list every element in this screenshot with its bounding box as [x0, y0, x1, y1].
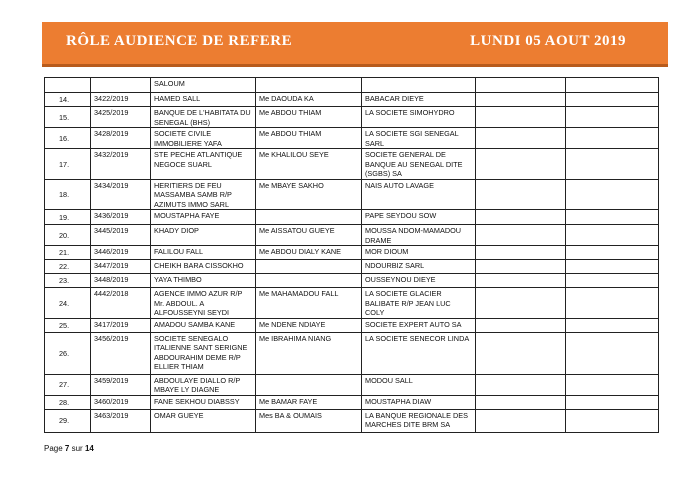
- lawyer: [256, 260, 362, 274]
- plaintiff: SOCIETE SENEGALO ITALIENNE SANT SERIGNE ABDOURAHIM DEME R/P ELLIER THIAM: [151, 332, 256, 374]
- row-number: 16.: [45, 128, 91, 149]
- observation-cell: [566, 318, 659, 332]
- table-row: [45, 332, 659, 374]
- table-row: [45, 395, 659, 409]
- lawyer: Me MBAYE SAKHO: [256, 179, 362, 210]
- plaintiff: YAYA THIMBO: [151, 274, 256, 288]
- page-footer: [44, 444, 94, 453]
- table-row: [45, 179, 659, 210]
- case-reference: 4442/2018: [91, 288, 151, 319]
- defendant: OUSSEYNOU DIEYE: [362, 274, 476, 288]
- header-banner: [42, 22, 668, 64]
- decision-cell: [476, 93, 566, 107]
- row-number: 20.: [45, 225, 91, 246]
- case-reference: 3460/2019: [91, 395, 151, 409]
- case-reference: 3432/2019: [91, 149, 151, 180]
- lawyer: Me ABDOU DIALY KANE: [256, 246, 362, 260]
- table-row: [45, 246, 659, 260]
- lawyer: Me ABDOU THIAM: [256, 128, 362, 149]
- decision-cell: [476, 78, 566, 93]
- document-title: RÔLE AUDIENCE DE REFERE: [66, 33, 293, 49]
- observation-cell: [566, 128, 659, 149]
- observation-cell: [566, 374, 659, 395]
- table-row: [45, 78, 659, 93]
- table-row: [45, 260, 659, 274]
- observation-cell: [566, 107, 659, 128]
- case-reference: 3436/2019: [91, 210, 151, 225]
- decision-cell: [476, 128, 566, 149]
- table-row: [45, 93, 659, 107]
- defendant: LA BANQUE REGIONALE DES MARCHES DITE BRM SA: [362, 409, 476, 432]
- row-number: 15.: [45, 107, 91, 128]
- case-reference: 3445/2019: [91, 225, 151, 246]
- plaintiff: STE PECHE ATLANTIQUE NEGOCE SUARL: [151, 149, 256, 180]
- decision-cell: [476, 395, 566, 409]
- observation-cell: [566, 149, 659, 180]
- plaintiff: HAMED SALL: [151, 93, 256, 107]
- plaintiff: SOCIETE CIVILE IMMOBILIERE YAFA: [151, 128, 256, 149]
- page-current: 7: [64, 444, 70, 453]
- case-reference: 3428/2019: [91, 128, 151, 149]
- defendant: MOR DIOUM: [362, 246, 476, 260]
- decision-cell: [476, 260, 566, 274]
- case-reference: 3448/2019: [91, 274, 151, 288]
- table-row: [45, 210, 659, 225]
- row-number: 18.: [45, 179, 91, 210]
- page-prefix: Page: [44, 444, 63, 453]
- lawyer: Me BAMAR FAYE: [256, 395, 362, 409]
- observation-cell: [566, 332, 659, 374]
- case-reference: 3417/2019: [91, 318, 151, 332]
- decision-cell: [476, 288, 566, 319]
- defendant: LA SOCIETE SGI SENEGAL SARL: [362, 128, 476, 149]
- defendant: SOCIETE EXPERT AUTO SA: [362, 318, 476, 332]
- table-row: [45, 374, 659, 395]
- plaintiff: ABDOULAYE DIALLO R/P MBAYE LY DIAGNE: [151, 374, 256, 395]
- lawyer: [256, 274, 362, 288]
- observation-cell: [566, 274, 659, 288]
- defendant: [362, 78, 476, 93]
- plaintiff: FALILOU FALL: [151, 246, 256, 260]
- defendant: NDOURBIZ SARL: [362, 260, 476, 274]
- case-reference: 3459/2019: [91, 374, 151, 395]
- decision-cell: [476, 246, 566, 260]
- row-number: 28.: [45, 395, 91, 409]
- observation-cell: [566, 225, 659, 246]
- hearing-schedule-table: [44, 77, 659, 433]
- row-number: 24.: [45, 288, 91, 319]
- table-row: [45, 318, 659, 332]
- decision-cell: [476, 409, 566, 432]
- plaintiff: FANE SEKHOU DIABSSY: [151, 395, 256, 409]
- table-row: [45, 288, 659, 319]
- plaintiff: CHEIKH BARA CISSOKHO: [151, 260, 256, 274]
- plaintiff: MOUSTAPHA FAYE: [151, 210, 256, 225]
- plaintiff: AGENCE IMMO AZUR R/P Mr. ABDOUL. A ALFOUSSEYNI SEYDI: [151, 288, 256, 319]
- case-reference: 3434/2019: [91, 179, 151, 210]
- plaintiff: BANQUE DE L'HABITATA DU SENEGAL (BHS): [151, 107, 256, 128]
- plaintiff: KHADY DIOP: [151, 225, 256, 246]
- case-reference: [91, 78, 151, 93]
- observation-cell: [566, 409, 659, 432]
- observation-cell: [566, 246, 659, 260]
- case-reference: 3422/2019: [91, 93, 151, 107]
- observation-cell: [566, 260, 659, 274]
- decision-cell: [476, 274, 566, 288]
- table-row: [45, 128, 659, 149]
- case-reference: 3425/2019: [91, 107, 151, 128]
- lawyer: [256, 78, 362, 93]
- table-row: [45, 274, 659, 288]
- decision-cell: [476, 374, 566, 395]
- decision-cell: [476, 210, 566, 225]
- defendant: BABACAR DIEYE: [362, 93, 476, 107]
- hearing-date: LUNDI 05 AOUT 2019: [470, 33, 626, 49]
- defendant: LA SOCIETE GLACIER BALIBATE R/P JEAN LUC COLY: [362, 288, 476, 319]
- lawyer: Me ABDOU THIAM: [256, 107, 362, 128]
- row-number: 23.: [45, 274, 91, 288]
- row-number: 21.: [45, 246, 91, 260]
- table-row: [45, 225, 659, 246]
- row-number: [45, 78, 91, 93]
- plaintiff: OMAR GUEYE: [151, 409, 256, 432]
- row-number: 25.: [45, 318, 91, 332]
- observation-cell: [566, 288, 659, 319]
- decision-cell: [476, 318, 566, 332]
- lawyer: Mes BA & OUMAIS: [256, 409, 362, 432]
- row-number: 26.: [45, 332, 91, 374]
- decision-cell: [476, 179, 566, 210]
- defendant: LA SOCIETE SENECOR LINDA: [362, 332, 476, 374]
- plaintiff: SALOUM: [151, 78, 256, 93]
- lawyer: [256, 210, 362, 225]
- case-reference: 3463/2019: [91, 409, 151, 432]
- decision-cell: [476, 149, 566, 180]
- case-reference: 3456/2019: [91, 332, 151, 374]
- lawyer: Me DAOUDA KA: [256, 93, 362, 107]
- observation-cell: [566, 395, 659, 409]
- lawyer: [256, 374, 362, 395]
- table-row: [45, 409, 659, 432]
- row-number: 22.: [45, 260, 91, 274]
- plaintiff: HERITIERS DE FEU MASSAMBA SAMB R/P AZIMUTS IMMO SARL: [151, 179, 256, 210]
- decision-cell: [476, 332, 566, 374]
- row-number: 17.: [45, 149, 91, 180]
- observation-cell: [566, 78, 659, 93]
- row-number: 27.: [45, 374, 91, 395]
- page-total: 14: [84, 444, 94, 453]
- defendant: LA SOCIETE SIMOHYDRO: [362, 107, 476, 128]
- page-separator: sur: [71, 444, 83, 453]
- observation-cell: [566, 93, 659, 107]
- decision-cell: [476, 225, 566, 246]
- defendant: MOUSSA NDOM-MAMADOU DRAME: [362, 225, 476, 246]
- defendant: NAIS AUTO LAVAGE: [362, 179, 476, 210]
- lawyer: Me KHALILOU SEYE: [256, 149, 362, 180]
- defendant: SOCIETE GENERAL DE BANQUE AU SENEGAL DITE (SGBS) SA: [362, 149, 476, 180]
- defendant: MOUSTAPHA DIAW: [362, 395, 476, 409]
- case-reference: 3447/2019: [91, 260, 151, 274]
- case-reference: 3446/2019: [91, 246, 151, 260]
- row-number: 29.: [45, 409, 91, 432]
- decision-cell: [476, 107, 566, 128]
- lawyer: Me AISSATOU GUEYE: [256, 225, 362, 246]
- row-number: 19.: [45, 210, 91, 225]
- defendant: MODOU SALL: [362, 374, 476, 395]
- row-number: 14.: [45, 93, 91, 107]
- lawyer: Me NDENE NDIAYE: [256, 318, 362, 332]
- lawyer: Me MAHAMADOU FALL: [256, 288, 362, 319]
- observation-cell: [566, 179, 659, 210]
- lawyer: Me IBRAHIMA NIANG: [256, 332, 362, 374]
- table-row: [45, 149, 659, 180]
- plaintiff: AMADOU SAMBA KANE: [151, 318, 256, 332]
- table-row: [45, 107, 659, 128]
- observation-cell: [566, 210, 659, 225]
- defendant: PAPE SEYDOU SOW: [362, 210, 476, 225]
